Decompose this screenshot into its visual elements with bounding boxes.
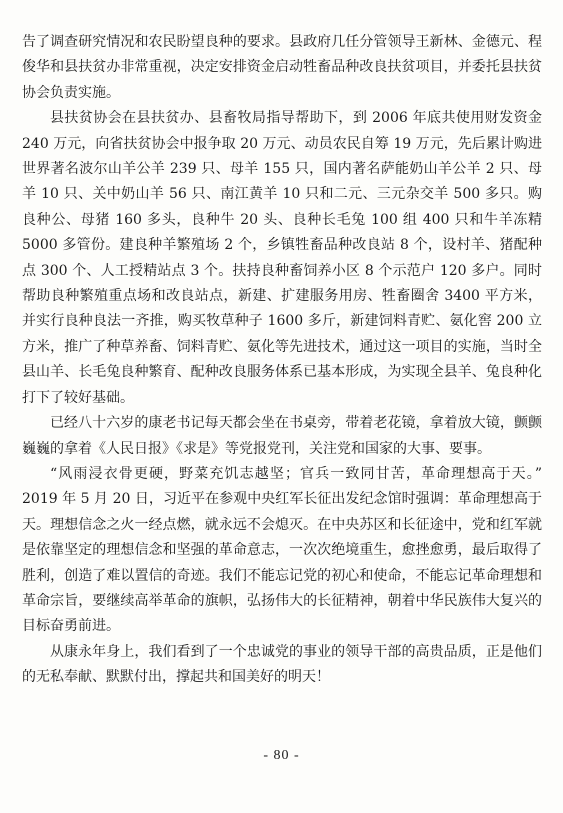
paragraph-revolutionary-ideals: “风雨浸衣骨更硬，野菜充饥志越坚；官兵一致同甘苦，革命理想高于天。” 2019 年 5 月 20 日，习近平在参观中央红军长征出发纪念馆时强调：革命理想高于天。理想信念之火一经点燃，就永远不会熄灭。在中央苏区和长征途中，党和红军就是依靠坚定的理想信念和坚强的革命意志，一次次绝境重生，愈挫愈勇，最后取得了胜利，创造了难以置信的奇迹。我们不能忘记党的初心和使命，不能忘记革命理想和革命宗旨，要继续高举革命的旗帜，弘扬伟大的长征精神，朝着中华民族伟大复兴的目标奋勇前进。: [22, 465, 542, 635]
paragraph-kang-reading: 已经八十六岁的康老书记每天都会坐在书桌旁，带着老花镜，拿着放大镜，颤颤巍巍的拿着《人民日报》《求是》等党报党刊，关注党和国家的大事、要事。: [22, 415, 542, 457]
page-number: - 80 -: [263, 748, 300, 763]
paragraph-conclusion: 从康永年身上，我们看到了一个忠诚党的事业的领导干部的高贵品质，正是他们的无私奉献、默默付出，撑起共和国美好的明天！: [22, 643, 542, 686]
paragraph-continued: 告了调查研究情况和农民盼望良种的要求。县政府几任分管领导王新林、金德元、程俊华和县扶贫办非常重视，决定安排资金启动牲畜品种改良扶贫项目，并委托县扶贫协会负责实施。: [22, 34, 542, 101]
body-text: [22, 30, 542, 691]
paragraph-poverty-association: 县扶贫协会在县扶贫办、县畜牧局指导帮助下，到 2006 年底共使用财发资金 240 万元，向省扶贫协会中报争取 20 万元、动员农民自筹 19 万元，先后累计购进世界著名波尔山羊公羊 239 只、母羊 155 只，国内著名萨能奶山羊公羊 2 只、母羊 10 只、关中奶山羊 56 只、南江黄羊 10 只和二元、三元杂交羊 500 多只。购良种公、母猪 160 多头，良种牛 20 头、良种长毛兔 100 组 400 只和牛羊冻精 5000 多管份。建良种羊繁殖场 2 个，乡镇牲畜品种改良站 8 个，设村羊、猪配种点 300 个、人工授精站点 3 个。扶持良种畜饲养小区 8 个示范户 120 多户。同时帮助良种繁殖重点场和改良站点，新建、扩建服务用房、牲畜圈舍 3400 平方米，并实行良种良法一齐推，购买牧草种子 1600 多斤，新建饲料青贮、氨化窖 200 立方米，推广了种草养畜、饲料青贮、氨化等先进技术，通过这一项目的实施，当时全县山羊、长毛兔良种繁育、配种改良服务体系已基本形成，为实现全县羊、兔良种化打下了较好基础。: [22, 110, 542, 406]
